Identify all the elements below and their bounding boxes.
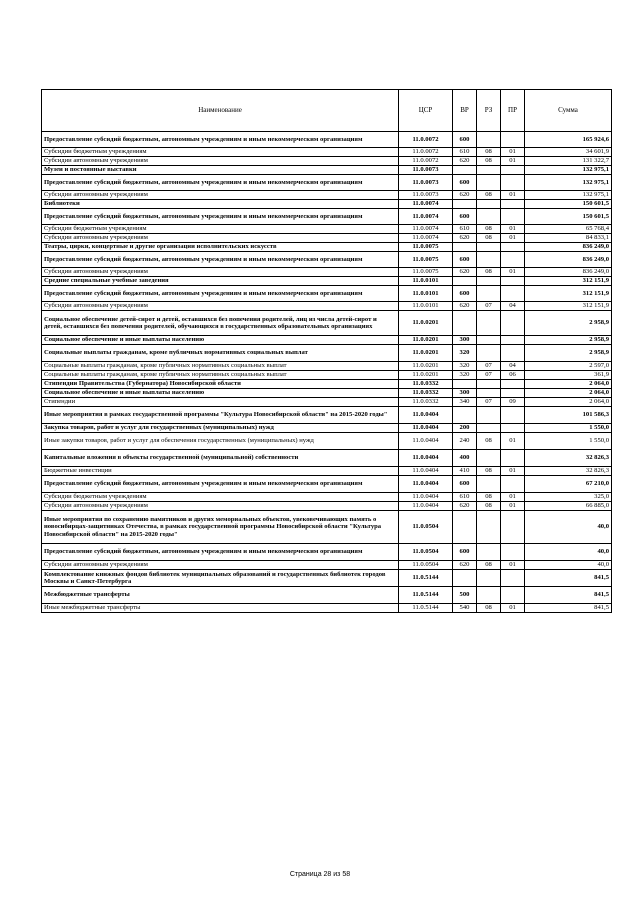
table-row — [42, 493, 612, 502]
cell-sum: 312 151,9 — [525, 277, 612, 286]
cell-vr: 540 — [453, 604, 477, 613]
cell-sum: 32 826,3 — [525, 450, 612, 467]
table-row — [42, 424, 612, 433]
table-row — [42, 502, 612, 511]
cell-csr: 11.0.0073 — [399, 191, 453, 200]
cell-rz: 08 — [477, 191, 501, 200]
cell-vr: 600 — [453, 175, 477, 191]
cell-csr: 11.0.0201 — [399, 311, 453, 336]
cell-name: Субсидии автономным учреждениям — [42, 502, 399, 511]
cell-rz — [477, 345, 501, 362]
cell-rz — [477, 166, 501, 175]
cell-csr: 11.0.0201 — [399, 345, 453, 362]
cell-csr: 11.0.0404 — [399, 502, 453, 511]
cell-sum: 34 601,9 — [525, 148, 612, 157]
cell-vr: 600 — [453, 476, 477, 493]
cell-vr: 300 — [453, 389, 477, 398]
cell-csr: 11.0.0075 — [399, 243, 453, 252]
cell-sum: 841,5 — [525, 570, 612, 587]
cell-csr: 11.0.0201 — [399, 362, 453, 371]
table-row — [42, 511, 612, 544]
cell-vr — [453, 200, 477, 209]
cell-rz — [477, 511, 501, 544]
table-row — [42, 268, 612, 277]
cell-csr: 11.0.0332 — [399, 398, 453, 407]
cell-rz: 08 — [477, 225, 501, 234]
cell-vr: 340 — [453, 398, 477, 407]
table-row — [42, 191, 612, 200]
table-row — [42, 175, 612, 191]
table-body — [42, 132, 612, 613]
cell-csr: 11.0.0075 — [399, 252, 453, 268]
table-row — [42, 561, 612, 570]
cell-vr: 600 — [453, 132, 477, 148]
cell-name: Иные закупки товаров, работ и услуг для обеспечения государственных (муниципальных) нужд — [42, 433, 399, 450]
cell-name: Закупка товаров, работ и услуг для государственных (муниципальных) нужд — [42, 424, 399, 433]
cell-csr: 11.0.0404 — [399, 476, 453, 493]
cell-csr: 11.0.0504 — [399, 544, 453, 561]
cell-vr: 620 — [453, 157, 477, 166]
cell-rz: 08 — [477, 148, 501, 157]
header-csr: ЦСР — [399, 90, 453, 132]
cell-sum: 150 601,5 — [525, 200, 612, 209]
table-row — [42, 398, 612, 407]
cell-csr: 11.0.0404 — [399, 467, 453, 476]
cell-rz: 08 — [477, 433, 501, 450]
cell-pr — [501, 311, 525, 336]
cell-name: Предоставление субсидий бюджетным, автономным учреждениям и иным некоммерческим организациям — [42, 175, 399, 191]
header-vr: ВР — [453, 90, 477, 132]
cell-csr: 11.0.0073 — [399, 166, 453, 175]
cell-sum: 40,0 — [525, 511, 612, 544]
cell-name: Социальные выплаты гражданам, кроме публичных нормативных социальных выплат — [42, 362, 399, 371]
cell-sum: 2 958,9 — [525, 311, 612, 336]
cell-sum: 1 550,0 — [525, 433, 612, 450]
cell-pr — [501, 345, 525, 362]
cell-name: Средние специальные учебные заведения — [42, 277, 399, 286]
table-row — [42, 345, 612, 362]
cell-pr — [501, 252, 525, 268]
cell-csr: 11.0.0404 — [399, 433, 453, 450]
cell-vr: 600 — [453, 209, 477, 225]
cell-rz — [477, 476, 501, 493]
cell-vr: 600 — [453, 252, 477, 268]
cell-vr — [453, 570, 477, 587]
cell-vr — [453, 511, 477, 544]
cell-rz — [477, 200, 501, 209]
cell-name: Субсидии автономным учреждениям — [42, 268, 399, 277]
cell-name: Социальное обеспечение и иные выплаты населению — [42, 389, 399, 398]
cell-vr: 620 — [453, 502, 477, 511]
cell-vr: 410 — [453, 467, 477, 476]
cell-csr: 11.0.0072 — [399, 157, 453, 166]
cell-pr — [501, 166, 525, 175]
cell-sum: 132 975,1 — [525, 166, 612, 175]
cell-sum: 101 586,3 — [525, 407, 612, 424]
cell-name: Социальное обеспечение и иные выплаты населению — [42, 336, 399, 345]
cell-pr — [501, 476, 525, 493]
table-row — [42, 380, 612, 389]
cell-sum: 2 597,0 — [525, 362, 612, 371]
cell-csr: 11.0.0101 — [399, 302, 453, 311]
cell-sum: 40,0 — [525, 544, 612, 561]
cell-rz — [477, 336, 501, 345]
cell-name: Предоставление субсидий бюджетным, автономным учреждениям и иным некоммерческим организациям — [42, 286, 399, 302]
cell-rz — [477, 407, 501, 424]
cell-vr: 400 — [453, 450, 477, 467]
table-row — [42, 587, 612, 604]
cell-pr — [501, 336, 525, 345]
cell-vr — [453, 407, 477, 424]
cell-sum: 150 601,5 — [525, 209, 612, 225]
cell-rz — [477, 286, 501, 302]
cell-rz — [477, 175, 501, 191]
cell-sum: 325,0 — [525, 493, 612, 502]
cell-sum: 2 064,0 — [525, 389, 612, 398]
cell-rz — [477, 587, 501, 604]
cell-pr — [501, 243, 525, 252]
cell-vr: 600 — [453, 544, 477, 561]
cell-csr: 11.0.0332 — [399, 389, 453, 398]
cell-vr — [453, 311, 477, 336]
cell-vr — [453, 243, 477, 252]
cell-name: Иные мероприятия по сохранению памятников и других мемориальных объектов, увековечивающих память о новосибирцах-защитниках Отечества, в рамках государственной программы Новосибирской области "Культура Новосибирской области" на 2015-2020 годы" — [42, 511, 399, 544]
table-row — [42, 286, 612, 302]
table-row — [42, 570, 612, 587]
cell-name: Капитальные вложения в объекты государственной (муниципальной) собственности — [42, 450, 399, 467]
cell-csr: 11.0.5144 — [399, 587, 453, 604]
cell-pr — [501, 587, 525, 604]
table-row — [42, 132, 612, 148]
cell-sum: 131 322,7 — [525, 157, 612, 166]
cell-pr — [501, 200, 525, 209]
cell-name: Предоставление субсидий бюджетным, автономным учреждениям и иным некоммерческим организациям — [42, 252, 399, 268]
cell-pr: 01 — [501, 157, 525, 166]
table-row — [42, 362, 612, 371]
header-pr: ПР — [501, 90, 525, 132]
cell-pr — [501, 209, 525, 225]
cell-pr — [501, 277, 525, 286]
cell-vr: 620 — [453, 302, 477, 311]
cell-csr: 11.0.5144 — [399, 570, 453, 587]
cell-rz — [477, 243, 501, 252]
cell-name: Бюджетные инвестиции — [42, 467, 399, 476]
cell-vr: 600 — [453, 286, 477, 302]
table-row — [42, 234, 612, 243]
cell-name: Библиотеки — [42, 200, 399, 209]
cell-vr: 620 — [453, 268, 477, 277]
cell-name: Музеи и постоянные выставки — [42, 166, 399, 175]
table-row — [42, 148, 612, 157]
cell-sum: 841,5 — [525, 604, 612, 613]
cell-rz — [477, 450, 501, 467]
table-row — [42, 433, 612, 450]
cell-csr: 11.0.0504 — [399, 511, 453, 544]
cell-name: Субсидии автономным учреждениям — [42, 302, 399, 311]
cell-vr — [453, 166, 477, 175]
cell-pr — [501, 407, 525, 424]
cell-pr: 01 — [501, 493, 525, 502]
cell-rz — [477, 209, 501, 225]
header-rz: РЗ — [477, 90, 501, 132]
header-sum: Сумма — [525, 90, 612, 132]
cell-rz: 08 — [477, 502, 501, 511]
cell-rz: 08 — [477, 157, 501, 166]
cell-sum: 165 924,6 — [525, 132, 612, 148]
cell-name: Иные межбюджетные трансферты — [42, 604, 399, 613]
cell-vr: 240 — [453, 433, 477, 450]
cell-pr: 01 — [501, 502, 525, 511]
cell-rz: 08 — [477, 493, 501, 502]
table-row — [42, 157, 612, 166]
cell-pr: 01 — [501, 433, 525, 450]
cell-pr — [501, 286, 525, 302]
cell-csr: 11.0.0201 — [399, 371, 453, 380]
cell-pr: 04 — [501, 362, 525, 371]
cell-csr: 11.0.0072 — [399, 148, 453, 157]
table-row — [42, 277, 612, 286]
cell-name: Субсидии автономным учреждениям — [42, 157, 399, 166]
cell-name: Субсидии бюджетным учреждениям — [42, 493, 399, 502]
cell-pr: 06 — [501, 371, 525, 380]
cell-csr: 11.0.0074 — [399, 200, 453, 209]
cell-vr: 620 — [453, 191, 477, 200]
cell-csr: 11.0.0404 — [399, 493, 453, 502]
cell-pr — [501, 511, 525, 544]
cell-pr — [501, 132, 525, 148]
table-row — [42, 450, 612, 467]
table-row — [42, 544, 612, 561]
cell-csr: 11.0.0074 — [399, 225, 453, 234]
cell-vr: 620 — [453, 234, 477, 243]
cell-vr — [453, 277, 477, 286]
table-row — [42, 336, 612, 345]
cell-rz: 08 — [477, 467, 501, 476]
cell-sum: 2 958,9 — [525, 345, 612, 362]
table-row — [42, 389, 612, 398]
cell-sum: 2 064,0 — [525, 380, 612, 389]
cell-pr: 01 — [501, 191, 525, 200]
cell-sum: 132 975,1 — [525, 175, 612, 191]
cell-pr: 04 — [501, 302, 525, 311]
cell-sum: 361,9 — [525, 371, 612, 380]
cell-name: Межбюджетные трансферты — [42, 587, 399, 604]
cell-csr: 11.0.0072 — [399, 132, 453, 148]
cell-name: Субсидии бюджетным учреждениям — [42, 148, 399, 157]
cell-rz: 08 — [477, 268, 501, 277]
cell-rz: 07 — [477, 362, 501, 371]
cell-name: Комплектование книжных фондов библиотек муниципальных образований и государственных библиотек городов Москвы и Санкт-Петербурга — [42, 570, 399, 587]
cell-name: Предоставление субсидий бюджетным, автономным учреждениям и иным некоммерческим организациям — [42, 132, 399, 148]
cell-rz — [477, 570, 501, 587]
table-row — [42, 166, 612, 175]
cell-name: Субсидии автономным учреждениям — [42, 234, 399, 243]
cell-pr: 01 — [501, 467, 525, 476]
cell-rz: 07 — [477, 398, 501, 407]
cell-rz — [477, 389, 501, 398]
cell-pr: 09 — [501, 398, 525, 407]
table-row — [42, 371, 612, 380]
cell-pr — [501, 380, 525, 389]
table-row — [42, 407, 612, 424]
cell-csr: 11.0.0201 — [399, 336, 453, 345]
cell-sum: 1 550,0 — [525, 424, 612, 433]
cell-sum: 836 249,0 — [525, 252, 612, 268]
cell-csr: 11.0.0404 — [399, 450, 453, 467]
page-number: Страница 28 из 58 — [289, 871, 351, 878]
cell-name: Субсидии автономным учреждениям — [42, 191, 399, 200]
table-row — [42, 604, 612, 613]
cell-sum: 841,5 — [525, 587, 612, 604]
cell-csr: 11.0.0075 — [399, 268, 453, 277]
table-row — [42, 476, 612, 493]
cell-vr: 610 — [453, 225, 477, 234]
cell-pr: 01 — [501, 225, 525, 234]
cell-name: Социальные выплаты гражданам, кроме публичных нормативных социальных выплат — [42, 371, 399, 380]
cell-vr: 610 — [453, 493, 477, 502]
cell-name: Стипендии Правительства (Губернатора) Новосибирской области — [42, 380, 399, 389]
cell-pr: 01 — [501, 148, 525, 157]
cell-pr — [501, 175, 525, 191]
cell-sum: 2 064,0 — [525, 398, 612, 407]
cell-rz — [477, 380, 501, 389]
cell-rz — [477, 544, 501, 561]
cell-name: Предоставление субсидий бюджетным, автономным учреждениям и иным некоммерческим организациям — [42, 544, 399, 561]
cell-sum: 2 958,9 — [525, 336, 612, 345]
cell-vr: 610 — [453, 148, 477, 157]
cell-csr: 11.0.0504 — [399, 561, 453, 570]
table-row — [42, 252, 612, 268]
cell-sum: 312 151,9 — [525, 286, 612, 302]
cell-csr: 11.0.0074 — [399, 209, 453, 225]
table-row — [42, 200, 612, 209]
cell-sum: 66 885,0 — [525, 502, 612, 511]
cell-pr — [501, 544, 525, 561]
cell-pr — [501, 450, 525, 467]
cell-sum: 84 833,1 — [525, 234, 612, 243]
cell-pr — [501, 570, 525, 587]
cell-sum: 65 768,4 — [525, 225, 612, 234]
table-header-row — [42, 90, 612, 132]
cell-pr — [501, 389, 525, 398]
cell-csr: 11.0.0074 — [399, 234, 453, 243]
cell-vr: 320 — [453, 345, 477, 362]
cell-csr: 11.0.0404 — [399, 424, 453, 433]
cell-csr: 11.0.0332 — [399, 380, 453, 389]
cell-name: Стипендии — [42, 398, 399, 407]
cell-pr: 01 — [501, 268, 525, 277]
cell-name: Социальные выплаты гражданам, кроме публичных нормативных социальных выплат — [42, 345, 399, 362]
cell-sum: 132 975,1 — [525, 191, 612, 200]
cell-sum: 836 249,0 — [525, 243, 612, 252]
cell-rz: 08 — [477, 604, 501, 613]
cell-vr — [453, 380, 477, 389]
cell-name: Субсидии бюджетным учреждениям — [42, 225, 399, 234]
cell-rz: 07 — [477, 371, 501, 380]
cell-rz — [477, 132, 501, 148]
cell-rz — [477, 277, 501, 286]
table-row — [42, 302, 612, 311]
table-row — [42, 467, 612, 476]
cell-sum: 40,0 — [525, 561, 612, 570]
cell-name: Социальное обеспечение детей-сирот и детей, оставшихся без попечения родителей, лиц из числа детей-сирот и детей, оставшихся без попечения родителей, обучающихся в государственных образовательных организациях — [42, 311, 399, 336]
cell-vr: 500 — [453, 587, 477, 604]
table-row — [42, 225, 612, 234]
cell-rz: 08 — [477, 561, 501, 570]
cell-csr: 11.0.0101 — [399, 277, 453, 286]
cell-vr: 320 — [453, 371, 477, 380]
cell-sum: 32 826,3 — [525, 467, 612, 476]
cell-name: Иные мероприятия в рамках государственной программы "Культура Новосибирской области" на 2015-2020 годы" — [42, 407, 399, 424]
cell-vr: 320 — [453, 362, 477, 371]
table-row — [42, 311, 612, 336]
cell-rz — [477, 252, 501, 268]
cell-vr: 300 — [453, 336, 477, 345]
cell-name: Театры, цирки, концертные и другие организации исполнительских искусств — [42, 243, 399, 252]
table-row — [42, 209, 612, 225]
cell-pr: 01 — [501, 561, 525, 570]
cell-rz: 08 — [477, 234, 501, 243]
cell-rz — [477, 311, 501, 336]
cell-sum: 836 249,0 — [525, 268, 612, 277]
cell-vr: 200 — [453, 424, 477, 433]
cell-name: Предоставление субсидий бюджетным, автономным учреждениям и иным некоммерческим организациям — [42, 476, 399, 493]
header-name: Наименование — [42, 90, 399, 132]
cell-csr: 11.0.5144 — [399, 604, 453, 613]
cell-name: Предоставление субсидий бюджетным, автономным учреждениям и иным некоммерческим организациям — [42, 209, 399, 225]
cell-pr: 01 — [501, 604, 525, 613]
cell-csr: 11.0.0404 — [399, 407, 453, 424]
cell-csr: 11.0.0101 — [399, 286, 453, 302]
cell-sum: 67 210,0 — [525, 476, 612, 493]
cell-vr: 620 — [453, 561, 477, 570]
cell-pr — [501, 424, 525, 433]
cell-pr: 01 — [501, 234, 525, 243]
table-row — [42, 243, 612, 252]
cell-rz — [477, 424, 501, 433]
cell-rz: 07 — [477, 302, 501, 311]
cell-sum: 312 151,9 — [525, 302, 612, 311]
budget-table — [41, 89, 612, 613]
cell-csr: 11.0.0073 — [399, 175, 453, 191]
cell-name: Субсидии автономным учреждениям — [42, 561, 399, 570]
